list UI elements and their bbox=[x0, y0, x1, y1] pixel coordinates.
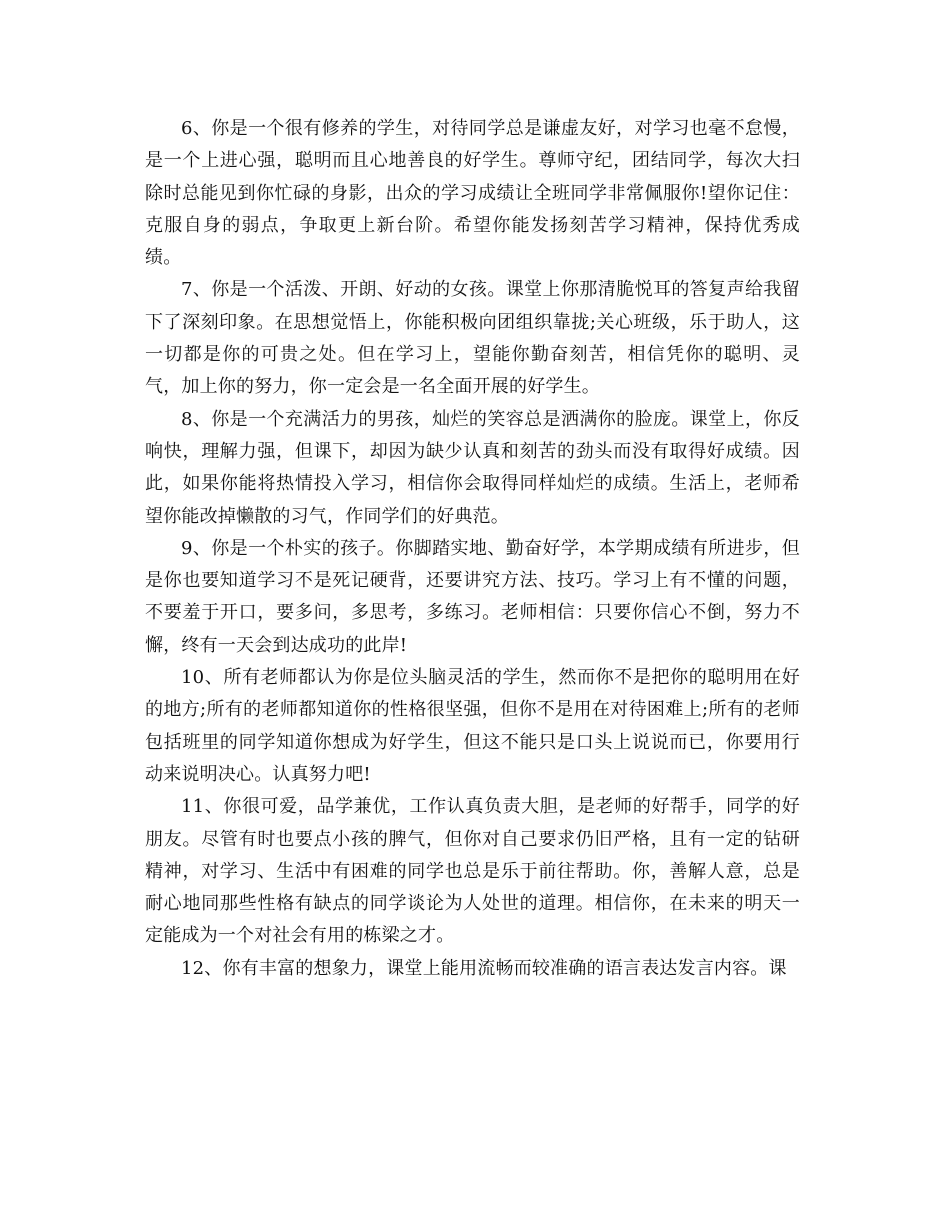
comment-paragraph-11: 11、你很可爱，品学兼优，工作认真负责大胆，是老师的好帮手，同学的好朋友。尽管有时也要点小孩的脾气，但你对自己要求仍旧严格，且有一定的钻研精神，对学习、生活中有困难的同学也总是乐于前往帮助。你，善解人意，总是耐心地同那些性格有缺点的同学谈论为人处世的道理。相信你，在未来的明天一定能成为一个对社会有用的栋梁之才。 bbox=[145, 796, 800, 947]
document-page bbox=[145, 113, 800, 985]
comment-paragraph-7: 7、你是一个活泼、开朗、好动的女孩。课堂上你那清脆悦耳的答复声给我留下了深刻印象。在思想觉悟上，你能积极向团组织靠拢;关心班级，乐于助人，这一切都是你的可贵之处。但在学习上，望能你勤奋刻苦，相信凭你的聪明、灵气，加上你的努力，你一定会是一名全面开展的好学生。 bbox=[145, 279, 800, 398]
comment-paragraph-9: 9、你是一个朴实的孩子。你脚踏实地、勤奋好学，本学期成绩有所进步，但是你也要知道学习不是死记硬背，还要讲究方法、技巧。学习上有不懂的问题，不要羞于开口，要多问，多思考，多练习。老师相信：只要你信心不倒，努力不懈，终有一天会到达成功的此岸! bbox=[145, 537, 800, 656]
comment-paragraph-10: 10、所有老师都认为你是位头脑灵活的学生，然而你不是把你的聪明用在好的地方;所有的老师都知道你的性格很坚强，但你不是用在对待困难上;所有的老师包括班里的同学知道你想成为好学生，但这不能只是口头上说说而已，你要用行动来说明决心。认真努力吧! bbox=[145, 667, 800, 785]
comment-paragraph-12: 12、你有丰富的想象力，课堂上能用流畅而较准确的语言表达发言内容。课 bbox=[181, 957, 787, 979]
comment-paragraph-6: 6、你是一个很有修养的学生，对待同学总是谦虚友好，对学习也毫不怠慢，是一个上进心强，聪明而且心地善良的好学生。尊师守纪，团结同学，每次大扫除时总能见到你忙碌的身影，出众的学习成绩让全班同学非常佩服你!望你记住：克服自身的弱点，争取更上新台阶。希望你能发扬刻苦学习精神，保持优秀成绩。 bbox=[145, 118, 800, 269]
comment-paragraph-8: 8、你是一个充满活力的男孩，灿烂的笑容总是洒满你的脸庞。课堂上，你反响快，理解力强，但课下，却因为缺少认真和刻苦的劲头而没有取得好成绩。因此，如果你能将热情投入学习，相信你会取得同样灿烂的成绩。生活上，老师希望你能改掉懒散的习气，作同学们的好典范。 bbox=[145, 408, 800, 527]
